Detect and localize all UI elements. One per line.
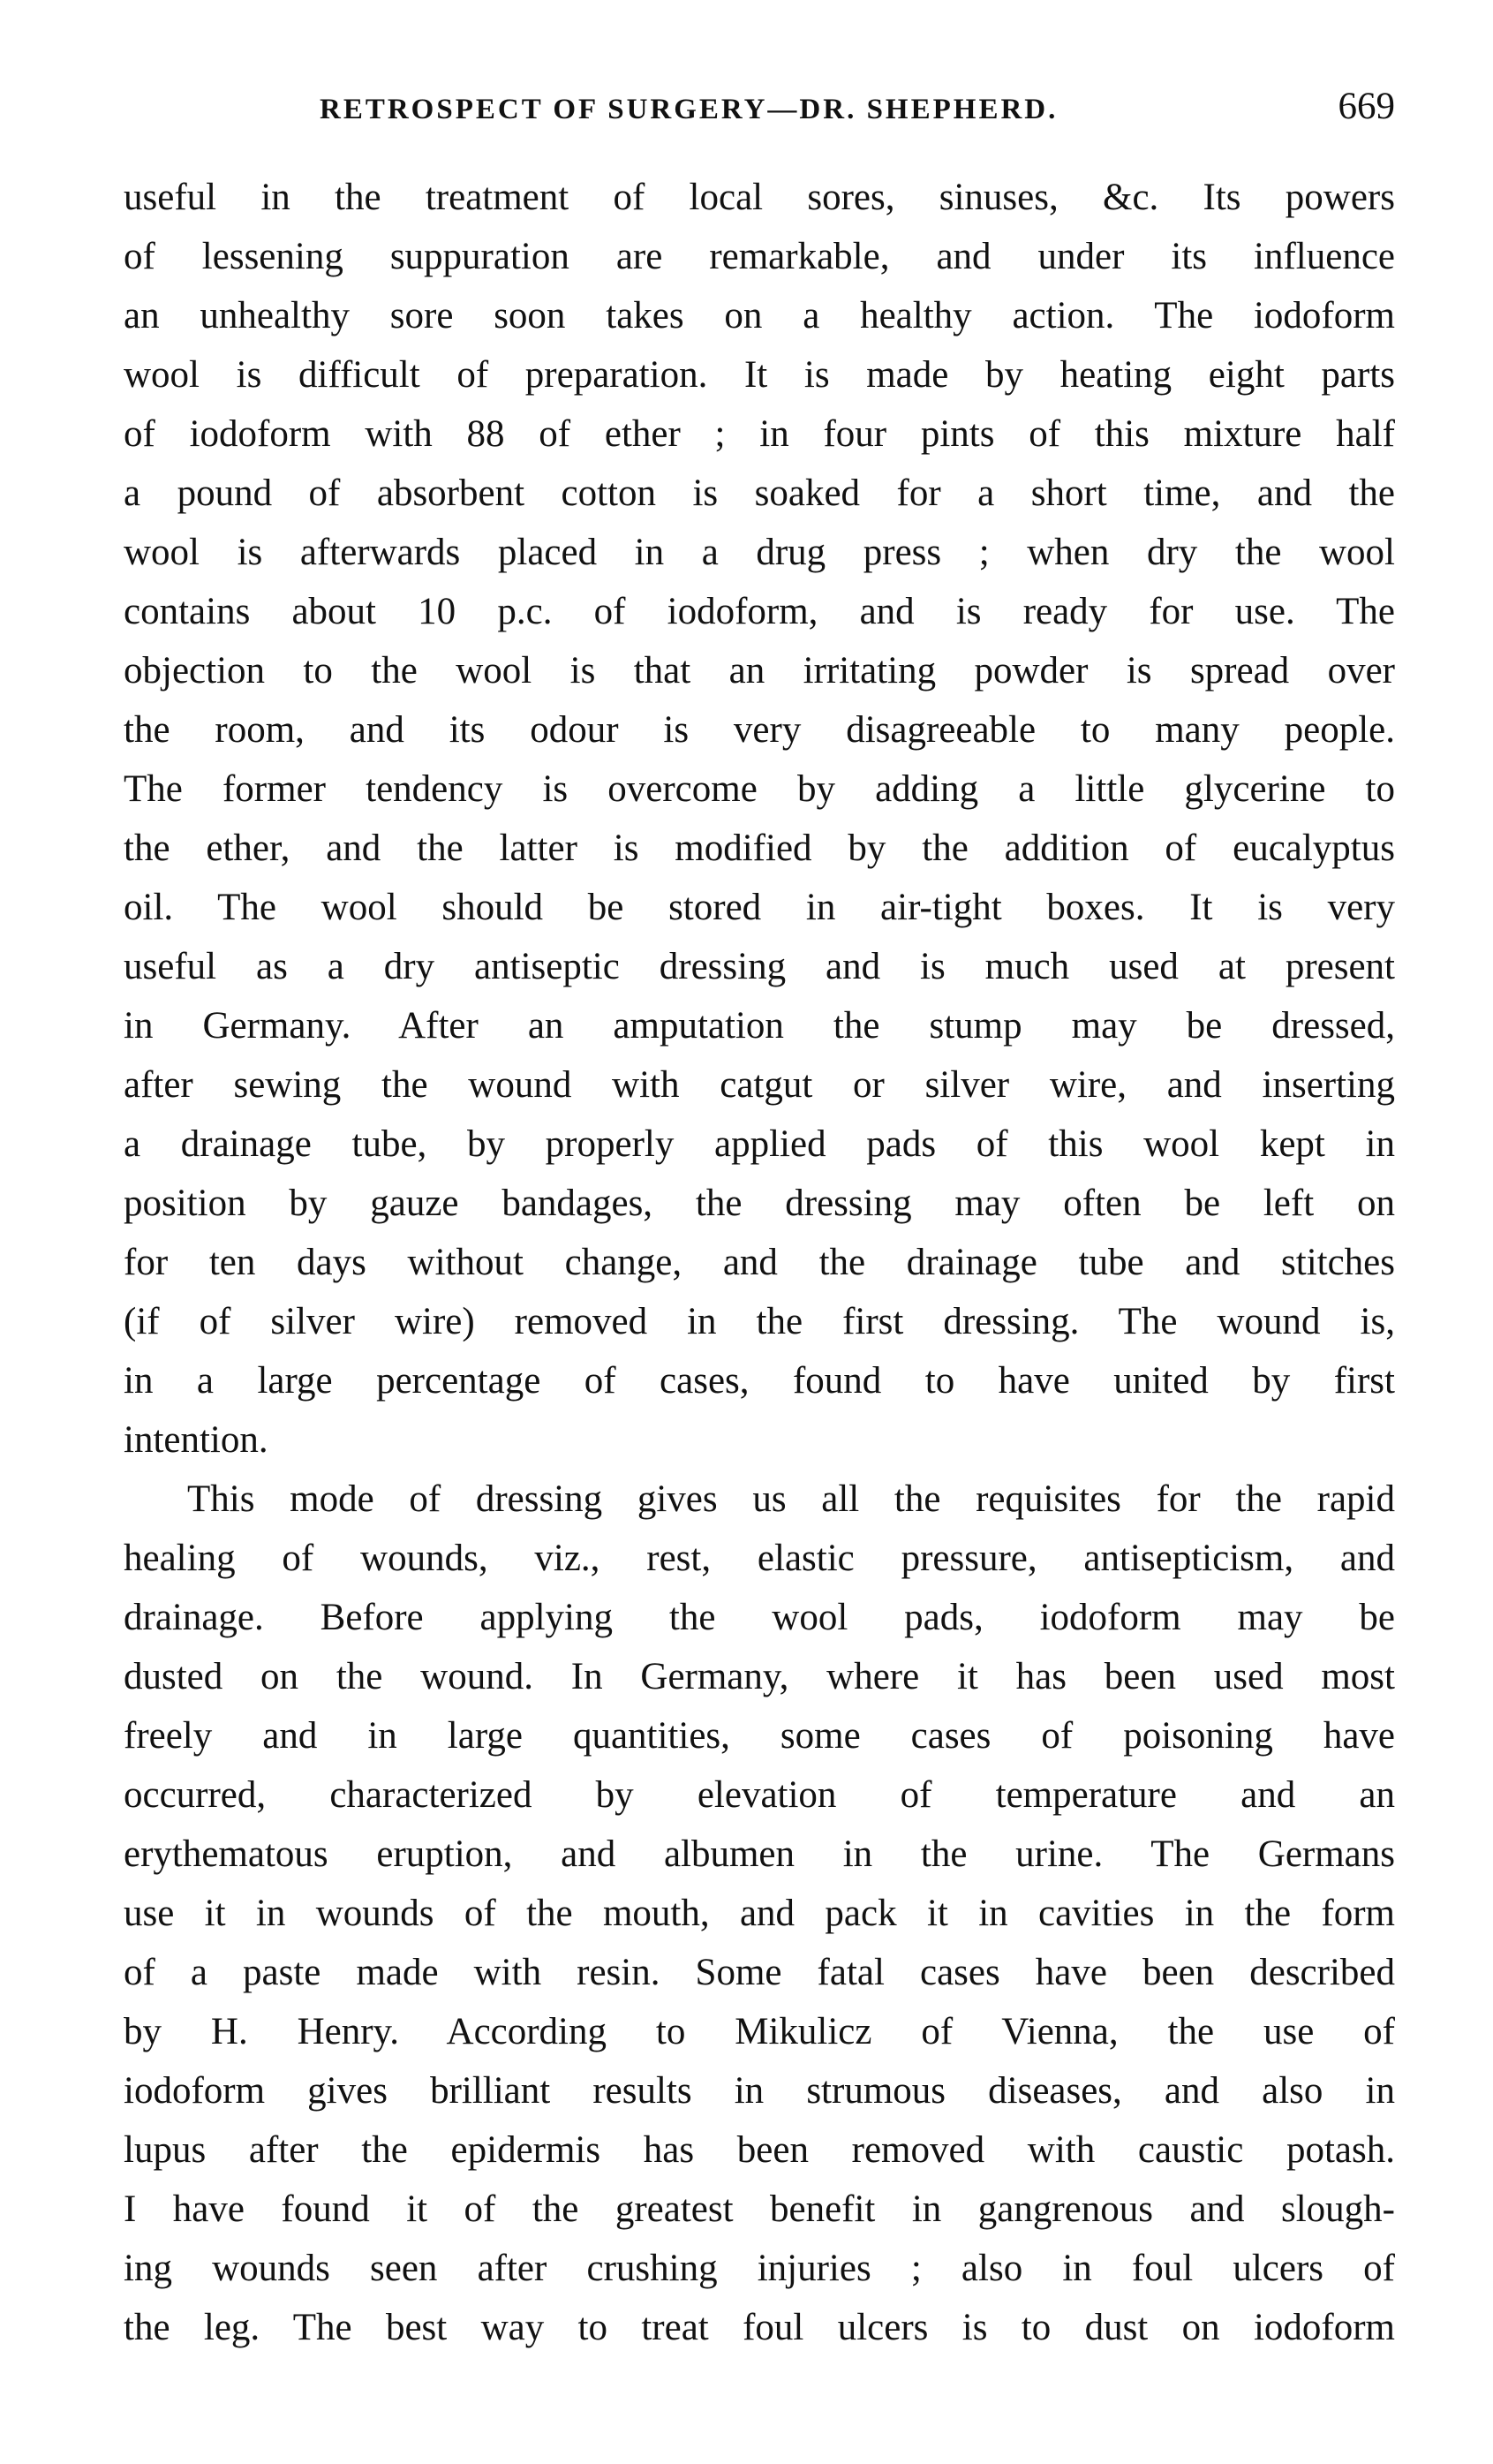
text-line: dusted on the wound. In Germany, where it has been used most — [124, 1656, 1395, 1697]
text-line: in a large percentage of cases, found to have united by first — [124, 1360, 1395, 1402]
text-line: lupus after the epidermis has been removed with caustic potash. — [124, 2129, 1395, 2171]
running-head: RETROSPECT OF SURGERY—DR. SHEPHERD. — [320, 94, 1059, 125]
text-line: wool is afterwards placed in a drug press ; when dry the wool — [124, 532, 1395, 573]
text-line: a pound of absorbent cotton is soaked for a short time, and the — [124, 472, 1395, 514]
text-line: of a paste made with resin. Some fatal cases have been described — [124, 1952, 1395, 1993]
paragraph — [124, 168, 1395, 1470]
text-line: objection to the wool is that an irritating powder is spread over — [124, 650, 1395, 692]
text-line: of iodoform with 88 of ether ; in four pints of this mixture half — [124, 413, 1395, 455]
text-line: intention. — [124, 1419, 268, 1461]
text-line: erythematous eruption, and albumen in the urine. The Germans — [124, 1833, 1395, 1875]
text-line: the leg. The best way to treat foul ulcers is to dust on iodoform — [124, 2307, 1395, 2348]
text-line: iodoform gives brilliant results in strumous diseases, and also in — [124, 2070, 1395, 2112]
text-line: I have found it of the greatest benefit in gangrenous and slough- — [124, 2188, 1395, 2230]
page-number: 669 — [1338, 86, 1395, 127]
paragraph — [124, 1470, 1395, 2357]
text-line: for ten days without change, and the drainage tube and stitches — [124, 1242, 1395, 1283]
text-line: by H. Henry. According to Mikulicz of Vienna, the use of — [124, 2011, 1395, 2052]
text-line: freely and in large quantities, some cases of poisoning have — [124, 1715, 1395, 1757]
text-line: position by gauze bandages, the dressing may often be left on — [124, 1183, 1395, 1224]
page-header — [124, 78, 1395, 140]
text-line: ing wounds seen after crushing injuries ; also in foul ulcers of — [124, 2248, 1395, 2289]
text-line: The former tendency is overcome by adding a little glycerine to — [124, 768, 1395, 810]
text-line: contains about 10 p.c. of iodoform, and is ready for use. The — [124, 591, 1395, 632]
text-line: the room, and its odour is very disagreeable to many people. — [124, 709, 1395, 751]
text-line: (if of silver wire) removed in the first dressing. The wound is, — [124, 1301, 1395, 1342]
text-line: drainage. Before applying the wool pads, iodoform may be — [124, 1597, 1395, 1638]
text-line: occurred, characterized by elevation of temperature and an — [124, 1774, 1395, 1816]
text-line: useful in the treatment of local sores, sinuses, &c. Its powers — [124, 177, 1395, 218]
text-line: after sewing the wound with catgut or silver wire, and inserting — [124, 1064, 1395, 1106]
text-line: useful as a dry antiseptic dressing and is much used at present — [124, 946, 1395, 987]
text-line: healing of wounds, viz., rest, elastic pressure, antisepticism, and — [124, 1538, 1395, 1579]
text-line: of lessening suppuration are remarkable, and under its influence — [124, 236, 1395, 277]
body-text — [124, 168, 1395, 2357]
text-line: in Germany. After an amputation the stump may be dressed, — [124, 1005, 1395, 1047]
text-line: an unhealthy sore soon takes on a healthy action. The iodoform — [124, 295, 1395, 336]
text-line: This mode of dressing gives us all the requisites for the rapid — [187, 1478, 1395, 1520]
text-line: use it in wounds of the mouth, and pack it in cavities in the form — [124, 1893, 1395, 1934]
text-line: the ether, and the latter is modified by the addition of eucalyptus — [124, 828, 1395, 869]
text-line: wool is difficult of preparation. It is made by heating eight parts — [124, 354, 1395, 396]
text-line: a drainage tube, by properly applied pads of this wool kept in — [124, 1123, 1395, 1165]
text-line: oil. The wool should be stored in air-tight boxes. It is very — [124, 887, 1395, 928]
